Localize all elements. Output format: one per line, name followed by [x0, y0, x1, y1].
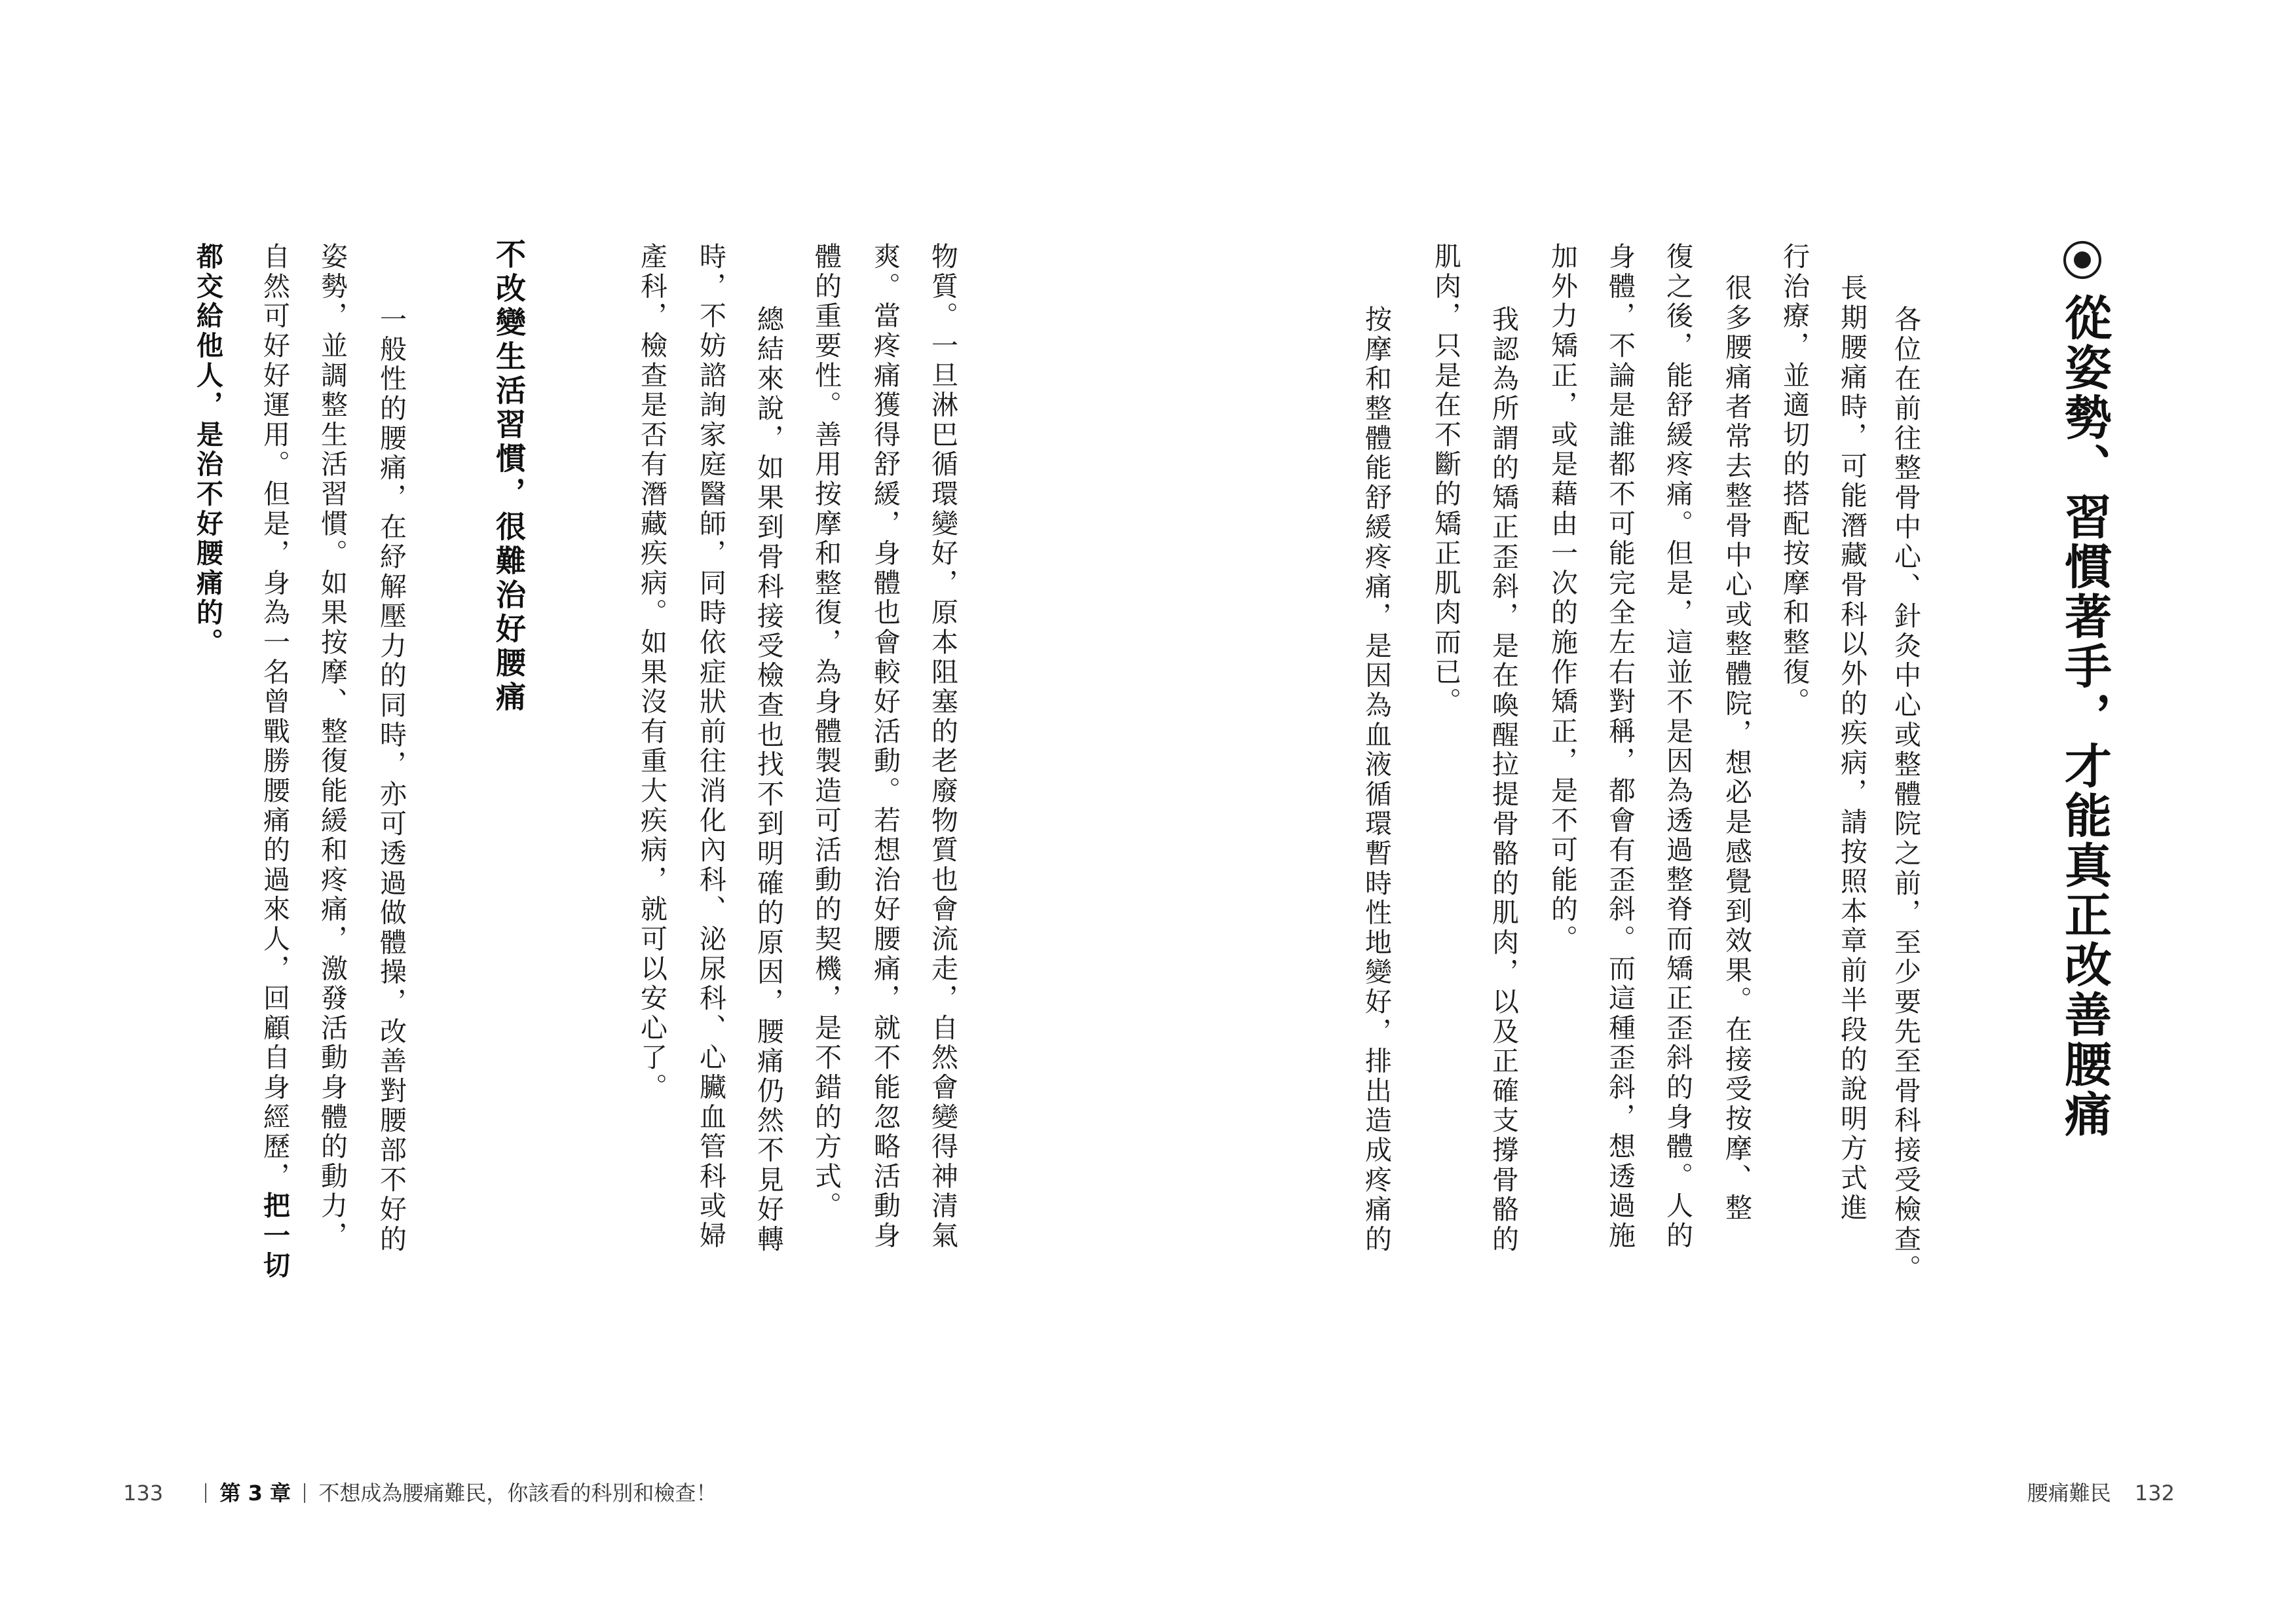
- heading-bullet-icon: [2063, 241, 2101, 279]
- text-column: [261, 242, 288, 1281]
- text-segment: 自然可好好運用。但是，身為一名曾戰勝腰痛的過來人，回顧自身經歷，: [259, 242, 290, 1192]
- text-column: 按摩和整體能舒緩疼痛，是因為血液循環暫時性地變好，排出造成疼痛的: [1361, 305, 1392, 1255]
- chapter-title: 不想成為腰痛難民，你該看的科別和檢查！: [318, 1481, 717, 1505]
- text-column: 身體，不論是誰都不可能完全左右對稱，都會有歪斜。而這種歪斜，想透過施: [1604, 242, 1636, 1251]
- left-page-footer: [123, 1477, 717, 1507]
- text-column: 肌肉，只是在不斷的矯正肌肉而已。: [1430, 242, 1461, 717]
- text-column: 體的重要性。善用按摩和整復，為身體製造可活動的契機，是不錯的方式。: [810, 242, 842, 1221]
- emphasis-text: 把一切: [259, 1191, 290, 1281]
- right-page-footer: [2027, 1477, 2175, 1507]
- text-column: 爽。當疼痛獲得舒緩，身體也會較好活動。若想治好腰痛，就不能忽略活動身: [869, 242, 901, 1251]
- text-column: 各位在前往整骨中心、針灸中心或整體院之前，至少要先至骨科接受檢查。: [1890, 305, 1921, 1284]
- footer-divider: [205, 1483, 206, 1503]
- text-column: 長期腰痛時，可能潛藏骨科以外的疾病，請按照本章前半段的說明方式進: [1836, 274, 1868, 1223]
- text-column: 我認為所謂的矯正歪斜，是在喚醒拉提骨骼的肌肉，以及正確支撐骨骼的: [1488, 305, 1519, 1255]
- text-column: 加外力矯正，或是藉由一次的施作矯正，是不可能的。: [1547, 242, 1578, 955]
- text-column: [194, 242, 221, 657]
- text-column: 一般性的腰痛，在紓解壓力的同時，亦可透過做體操，改善對腰部不好的: [375, 305, 407, 1255]
- chapter-heading: 從姿勢、習慣著手，才能真正改善腰痛: [2057, 293, 2112, 1139]
- text-column: 產科，檢查是否有潛藏疾病。如果沒有重大疾病，就可以安心了。: [636, 242, 667, 1103]
- text-column: 時，不妨諮詢家庭醫師，同時依症狀前往消化內科、泌尿科、心臟血管科或婦: [695, 242, 726, 1251]
- text-column: 物質。一旦淋巴循環變好，原本阻塞的老廢物質也會流走，自然會變得神清氣: [927, 242, 958, 1251]
- text-column: 總結來說，如果到骨科接受檢查也找不到明確的原因，腰痛仍然不見好轉: [753, 305, 784, 1255]
- page-number-right: 132: [2134, 1481, 2175, 1505]
- book-title: 腰痛難民: [2027, 1481, 2111, 1505]
- section-heading: 不改變生活習慣，很難治好腰痛: [491, 238, 527, 715]
- text-column: 復之後，能舒緩疼痛。但是，這並不是因為透過整脊而矯正歪斜的身體。人的: [1662, 242, 1693, 1251]
- page-number-left: 133: [123, 1481, 164, 1505]
- footer-divider: [304, 1483, 305, 1503]
- text-column: 姿勢，並調整生活習慣。如果按摩、整復能緩和疼痛，激發活動身體的動力，: [316, 242, 348, 1251]
- emphasis-text: 都交給他人，是治不好腰痛的。: [192, 242, 223, 658]
- chapter-label: 第 3 章: [219, 1481, 291, 1505]
- text-column: 很多腰痛者常去整骨中心或整體院，想必是感覺到效果。在接受按摩、整: [1721, 274, 1752, 1223]
- text-column: 行治療，並適切的搭配按摩和整復。: [1778, 242, 1810, 717]
